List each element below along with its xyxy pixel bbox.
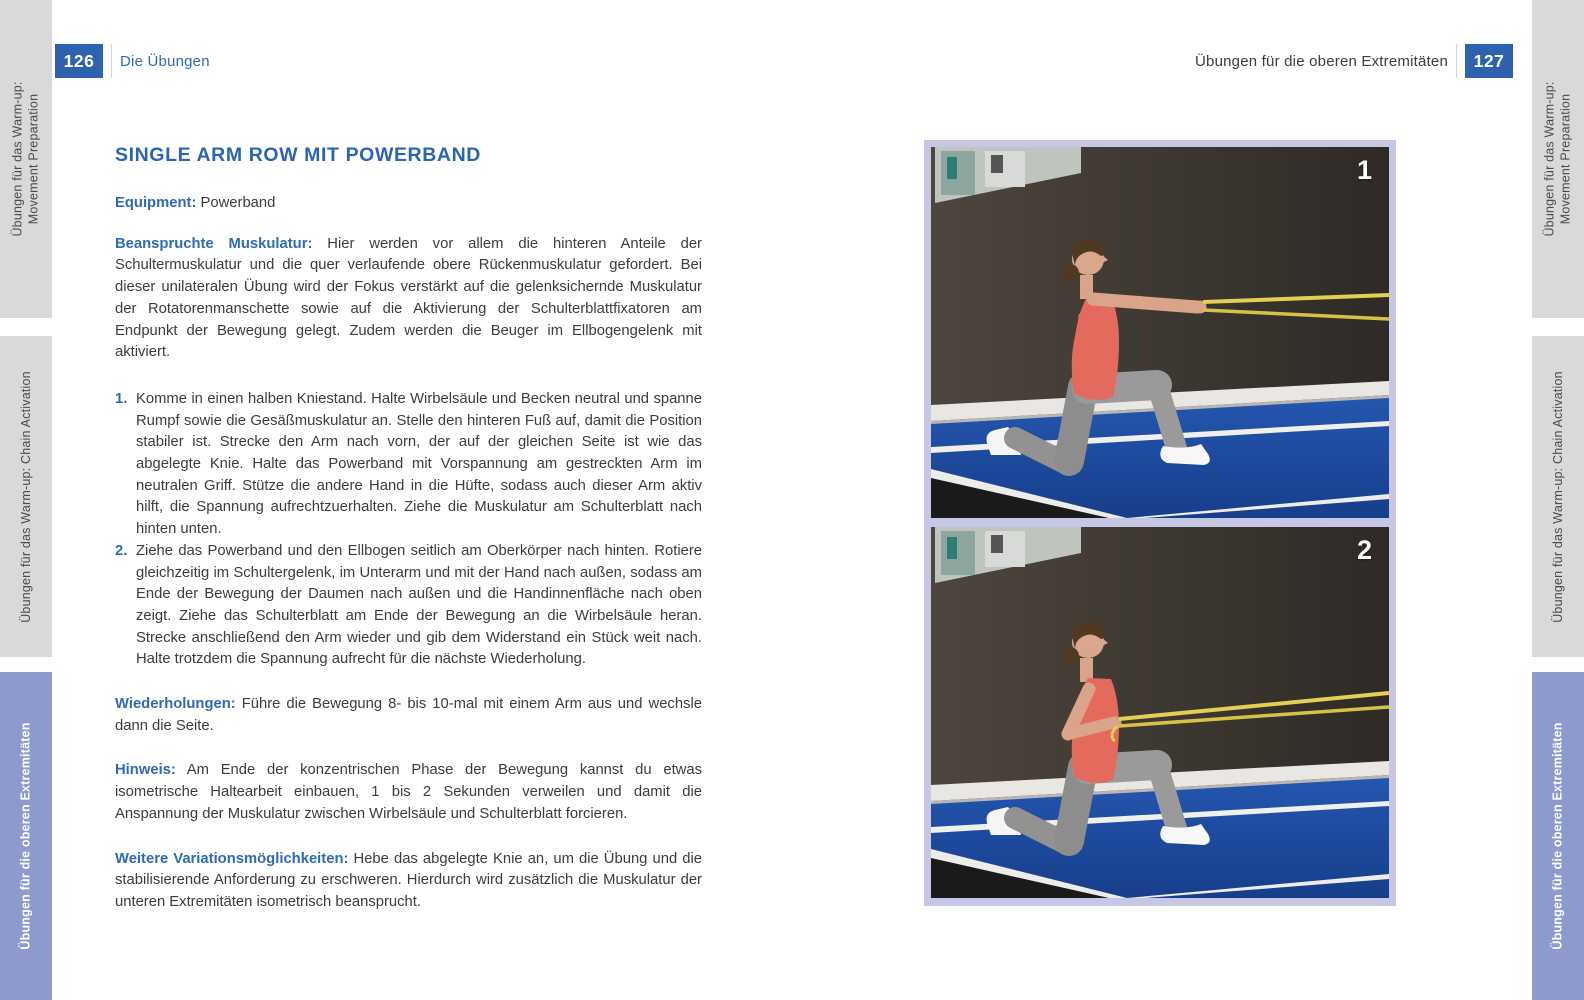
step-2-text: Ziehe das Powerband und den Ellbogen seitlich am Oberkörper nach hinten. Rotiere gleichzeitig im Schultergelenk, im Unterarm und mit der Hand nach außen, sodass am Ende der Bewegung der Daumen nach außen und die Handinnenfläche nach oben zeigt. Ziehe das Schulterblatt am Ende der Bewegung an die Wirbelsäule heran. Strecke anschließend den Arm wieder und gib dem Widerstand ein Stück weit nach. Halte trotzdem die Spannung aufrecht für die nächste Wiederholung. <box>136 542 702 668</box>
variations-text: Hebe das abgelegte Knie an, um die Übung und die stabilisierende Anforderung zu erschweren. Hierdurch wird zusätzlich die Muskulatur der unteren Extremitäten isometrisch beansprucht. <box>115 850 703 910</box>
note-label: Hinweis: <box>115 762 176 779</box>
exercise-photo-panel <box>924 140 1396 906</box>
page-number-right: 127 <box>1465 44 1513 78</box>
note-text: Am Ende der konzentrischen Phase der Bewegung kannst du etwas isometrische Haltearbeit einbauen, 1 bis 2 Sekunden verweilen und damit die Anspannung der Muskulatur zwischen Wirbelsäule und Schulterblatt forcieren. <box>115 762 702 822</box>
step-1 <box>115 389 702 541</box>
muscles-paragraph <box>115 234 702 364</box>
edge-tab-label: Übungen für das Warm-up: <box>11 81 26 237</box>
equipment-line <box>115 193 702 215</box>
equipment-label: Equipment: <box>115 195 197 211</box>
running-header-left <box>55 44 210 78</box>
photo-1-number-badge: 1 <box>1356 155 1372 185</box>
header-divider <box>111 44 112 78</box>
edge-tab-label: Übungen für die oberen Extremitäten <box>19 722 34 950</box>
step-2-number: 2. <box>115 542 128 559</box>
muscles-label: Beanspruchte Muskulatur: <box>115 235 313 252</box>
edge-tab-label: Movement Preparation <box>27 93 42 225</box>
edge-tab-label: Übungen für das Warm-up: Chain Activation <box>19 370 34 623</box>
exercise-description <box>115 144 702 937</box>
running-header-right <box>1195 44 1513 78</box>
edge-tab-label: Übungen für das Warm-up: Chain Activation <box>1551 370 1566 623</box>
step-2 <box>115 541 702 671</box>
exercise-photo-1 <box>931 147 1389 518</box>
exercise-title: SINGLE ARM ROW MIT POWERBAND <box>115 144 481 166</box>
photo-2-number-badge: 2 <box>1356 535 1372 565</box>
running-header-left-title: Die Übungen <box>120 52 210 70</box>
page-number-left: 126 <box>55 44 103 78</box>
edge-tab-upper-extremities-left <box>0 672 52 1000</box>
edge-tab-warmup-chain-right <box>1532 336 1584 657</box>
edge-tab-label: Übungen für das Warm-up: <box>1543 81 1558 237</box>
edge-tab-label: Movement Preparation <box>1559 93 1574 225</box>
muscles-text: Hier werden vor allem die hinteren Anteile der Schultermuskulatur und die quer verlaufende obere Rückenmuskulatur gefordert. Bei dieser unilateralen Übung wird der Fokus verstärkt auf die gelenksichernde Muskulatur der Rotatorenmanschette sowie auf die Aktivierung der Schulterblattfixatoren am Endpunkt der Bewegung gelegt. Zudem werden die Beuger im Ellbogengelenk mit aktiviert. <box>115 235 702 361</box>
equipment-value: Powerband <box>200 195 276 211</box>
header-divider <box>1456 44 1457 78</box>
repetitions-label: Wiederholungen: <box>115 696 236 713</box>
step-1-text: Komme in einen halben Kniestand. Halte Wirbelsäule und Becken neutral und spanne Rumpf sowie die Gesäßmuskulatur an. Stelle den hinteren Fuß auf, damit die Position stabiler ist. Strecke den Arm nach vorn, der auf der gleichen Seite ist wie das abgelegte Knie. Halte das Powerband mit Vorspannung am gestreckten Arm im neutralen Griff. Stütze die andere Hand in die Hüfte, sodass auch dieser Arm aktiv hilft, die Spannung aufrechtzuerhalten. Ziehe die Muskulatur am Schulterblatt nach hinten unten. <box>136 390 702 538</box>
exercise-steps <box>115 389 702 671</box>
edge-tab-warmup-chain-left <box>0 336 52 657</box>
repetitions-paragraph <box>115 694 702 737</box>
variations-paragraph <box>115 849 702 914</box>
exercise-photo-2-image <box>931 527 1389 898</box>
variations-label: Weitere Variationsmöglichkeiten: <box>115 850 349 867</box>
exercise-photo-1-image <box>931 147 1389 518</box>
step-1-number: 1. <box>115 390 128 407</box>
edge-tab-warmup-movement-left <box>0 0 52 318</box>
edge-tab-warmup-movement-right <box>1532 0 1584 318</box>
running-header-right-title: Übungen für die oberen Extremitäten <box>1195 52 1448 70</box>
exercise-photo-2 <box>931 527 1389 898</box>
edge-tab-upper-extremities-right <box>1532 672 1584 1000</box>
repetitions-text: Führe die Bewegung 8- bis 10-mal mit einem Arm aus und wechsle dann die Seite. <box>115 696 702 734</box>
edge-tab-label: Übungen für die oberen Extremitäten <box>1551 722 1566 950</box>
note-paragraph <box>115 760 702 825</box>
